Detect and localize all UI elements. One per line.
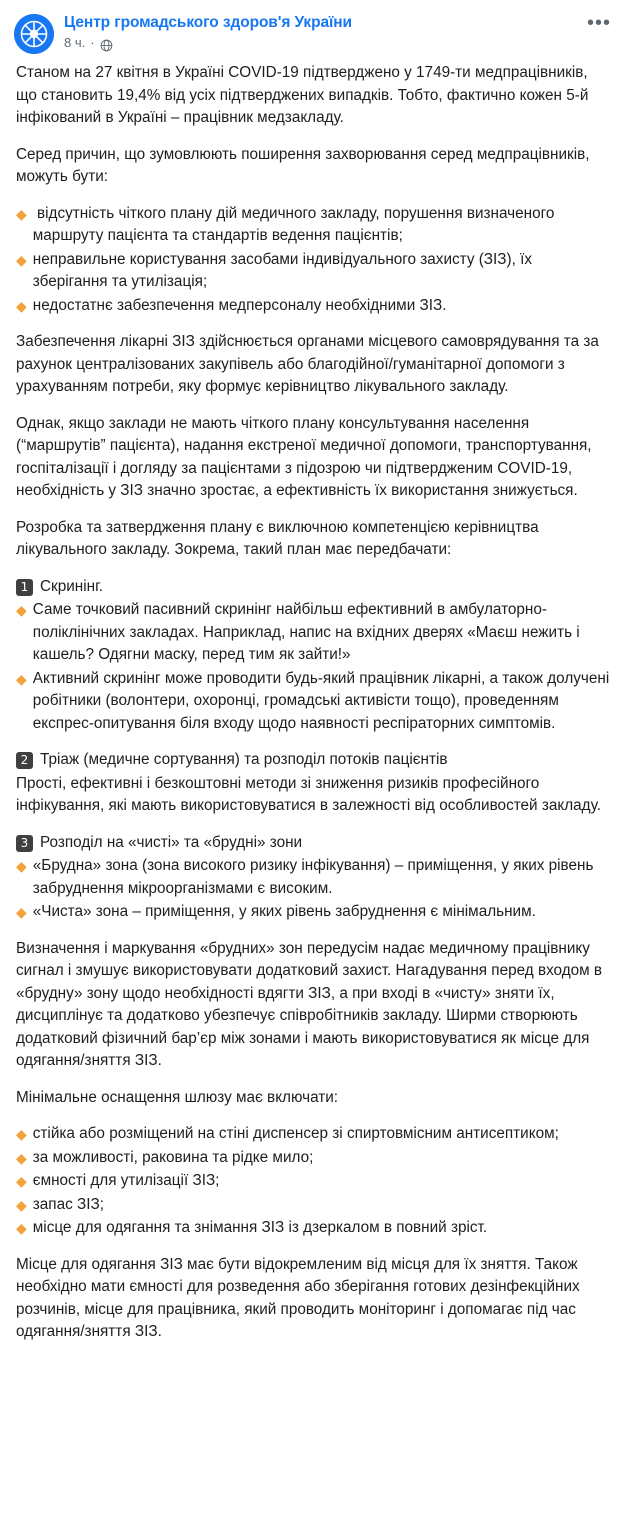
post-paragraph: Серед причин, що зумовлюють поширення захворювання серед медпрацівників, можуть бути: bbox=[16, 145, 594, 185]
bullet-list-item-text: «Чиста» зона – приміщення, у яких рівень забруднення є мінімальним. bbox=[32, 903, 536, 920]
post-options-menu-icon[interactable]: ••• bbox=[586, 12, 611, 34]
post-paragraph: Забезпечення лікарні ЗІЗ здійснюється органами місцевого самоврядування та за рахунок централізованих закупівель або благодійної/гуманітарної допомоги з урахуванням потреби, яку формує керівництво лікувального закладу. bbox=[16, 333, 604, 395]
globe-icon bbox=[100, 39, 113, 52]
orange-diamond-icon: ◆ bbox=[16, 297, 27, 314]
bullet-list-item-text: за можливості, раковина та рідке мило; bbox=[32, 1148, 314, 1166]
bullet-list-item-text: місце для одягання та знімання ЗІЗ із дзеркалом в повний зріст. bbox=[32, 1219, 488, 1236]
bullet-list-item-text: «Брудна» зона (зона високого ризику інфікування) – приміщення, у яких рівень забруднення мікроорганізмами є високим. bbox=[32, 857, 598, 897]
bullet-list-item bbox=[16, 1170, 611, 1193]
bullet-list-item-text: недостатнє забезпечення медперсоналу необхідними ЗІЗ. bbox=[32, 296, 447, 314]
numbered-list-item-text: Тріаж (медичне сортування) та розподіл потоків пацієнтів bbox=[40, 751, 448, 768]
paragraph-spacer bbox=[16, 318, 611, 331]
bullet-list-item-text: неправильне користування засобами індивідуального захисту (ЗІЗ), їх зберігання та утилізація; bbox=[32, 250, 537, 290]
orange-diamond-icon: ◆ bbox=[16, 1149, 27, 1166]
numbered-list-item bbox=[16, 832, 611, 855]
bullet-list-item-text: відсутність чіткого плану дій медичного закладу, порушення визначеного маршруту пацієнта та стандартів ведення пацієнтів; bbox=[32, 204, 559, 244]
post-timestamp[interactable]: 8 ч. bbox=[64, 35, 86, 50]
post-paragraph: Визначення і маркування «брудних» зон передусім надає медичному працівнику сигнал і змушує використовувати додатковий захист. Нагадування перед входом в «брудну» зону щодо необхідності вдягти ЗІЗ, а при вході в «чисту» зняти їх, дисциплінує та додатково убезпечує співробітників закладу. Ширми створюють додатковий фізичний бар’єр між зонами і мають використовуватися як місце для одягання/зняття ЗІЗ. bbox=[16, 939, 607, 1069]
post-paragraph: Станом на 27 квітня в Україні COVID-19 підтверджено у 1749-ти медпрацівників, що становить 19,4% від усіх підтверджених випадків. Тобто, фактично кожен 5-й інфікований в Україні – працівник медзакладу. bbox=[16, 64, 593, 126]
post-body bbox=[0, 60, 627, 1358]
numbered-list-item-text: Скринінг. bbox=[40, 577, 104, 595]
meta-separator: · bbox=[90, 35, 95, 50]
post-paragraph: Прості, ефективні і безкоштовні методи зі зниження ризиків професійного інфікування, які мають використовуватися в залежності від особливостей закладу. bbox=[16, 774, 601, 814]
orange-diamond-icon: ◆ bbox=[16, 1173, 27, 1189]
bullet-list-item bbox=[16, 668, 614, 736]
orange-diamond-icon: ◆ bbox=[16, 251, 27, 268]
bullet-list-item bbox=[16, 1217, 611, 1240]
orange-diamond-icon: ◆ bbox=[16, 904, 27, 920]
orange-diamond-icon: ◆ bbox=[16, 670, 27, 687]
paragraph-spacer bbox=[16, 736, 611, 749]
number-badge: 1 bbox=[16, 579, 33, 596]
bullet-list-item-text: стійка або розміщений на стіні диспенсер зі спиртовмісним антисептиком; bbox=[32, 1125, 559, 1142]
bullet-list-item-text: запас ЗІЗ; bbox=[32, 1195, 104, 1213]
paragraph-spacer bbox=[16, 925, 611, 938]
orange-diamond-icon: ◆ bbox=[16, 1126, 27, 1142]
number-badge: 3 bbox=[16, 835, 33, 852]
bullet-list-item-text: ємності для утилізації ЗІЗ; bbox=[32, 1172, 220, 1189]
bullet-list-item bbox=[16, 599, 611, 667]
avatar[interactable] bbox=[14, 14, 54, 54]
numbered-list-item bbox=[16, 749, 611, 772]
orange-diamond-icon: ◆ bbox=[16, 602, 27, 618]
bullet-list-item bbox=[16, 901, 611, 924]
bullet-list-item bbox=[16, 1123, 611, 1146]
orange-diamond-icon: ◆ bbox=[16, 1196, 27, 1213]
bullet-list-item bbox=[16, 1194, 611, 1217]
post-paragraph: Розробка та затвердження плану є виключною компетенцією керівництва лікувального закладу. Зокрема, такий план має передбачати: bbox=[16, 518, 543, 558]
orange-diamond-icon: ◆ bbox=[16, 205, 27, 222]
number-badge: 2 bbox=[16, 752, 33, 769]
page-name[interactable]: Центр громадського здоров'я України bbox=[64, 14, 352, 31]
post-header bbox=[0, 0, 627, 60]
post-paragraph: Місце для одягання ЗІЗ має бути відокремленим від місця для їх зняття. Також необхідно мати ємності для розведення або зберігання готових дезінфекційних розчинів, місце для працівника, який проводить моніторинг і допомагає під час одягання/зняття ЗІЗ. bbox=[16, 1255, 584, 1340]
numbered-list-item-text: Розподіл на «чисті» та «брудні» зони bbox=[40, 833, 303, 851]
bullet-list-item bbox=[16, 855, 611, 900]
numbered-list-item bbox=[16, 576, 611, 599]
bullet-list-item bbox=[16, 1147, 611, 1170]
post-paragraph: Однак, якщо заклади не мають чіткого плану консультування населення (“маршрутів” пацієнта), надання екстреної медичної допомоги, транспортування, госпіталізації і догляду за пацієнтами з підозрою чи підтвердженим COVID-19, необхідність у ЗІЗ значно зростає, а ефективність їх використання знижується. bbox=[16, 414, 596, 499]
bullet-list-item bbox=[16, 203, 611, 248]
orange-diamond-icon: ◆ bbox=[16, 858, 27, 874]
post-meta bbox=[64, 35, 579, 51]
bullet-list-item bbox=[16, 295, 611, 318]
post-header-text bbox=[64, 12, 579, 51]
bullet-list-item-text: Активний скринінг може проводити будь-який працівник лікарні, а також долучені робітники (волонтери, охоронці, громадські активісти тощо), проведенням експрес-опитування біля входу щодо наявності респіраторних симптомів. bbox=[32, 669, 614, 732]
paragraph-spacer bbox=[16, 1241, 611, 1254]
bullet-list-item-text: Саме точковий пасивний скринінг найбільш ефективний в амбулаторно-поліклінічних закладах. Наприклад, напис на вхідних дверях «Маєш нежить і кашель? Одягни маску, перед тим як зайти!» bbox=[32, 601, 584, 663]
bullet-list-item bbox=[16, 249, 611, 294]
orange-diamond-icon: ◆ bbox=[16, 1220, 27, 1236]
post-paragraph: Мінімальне оснащення шлюзу має включати: bbox=[16, 1088, 339, 1106]
